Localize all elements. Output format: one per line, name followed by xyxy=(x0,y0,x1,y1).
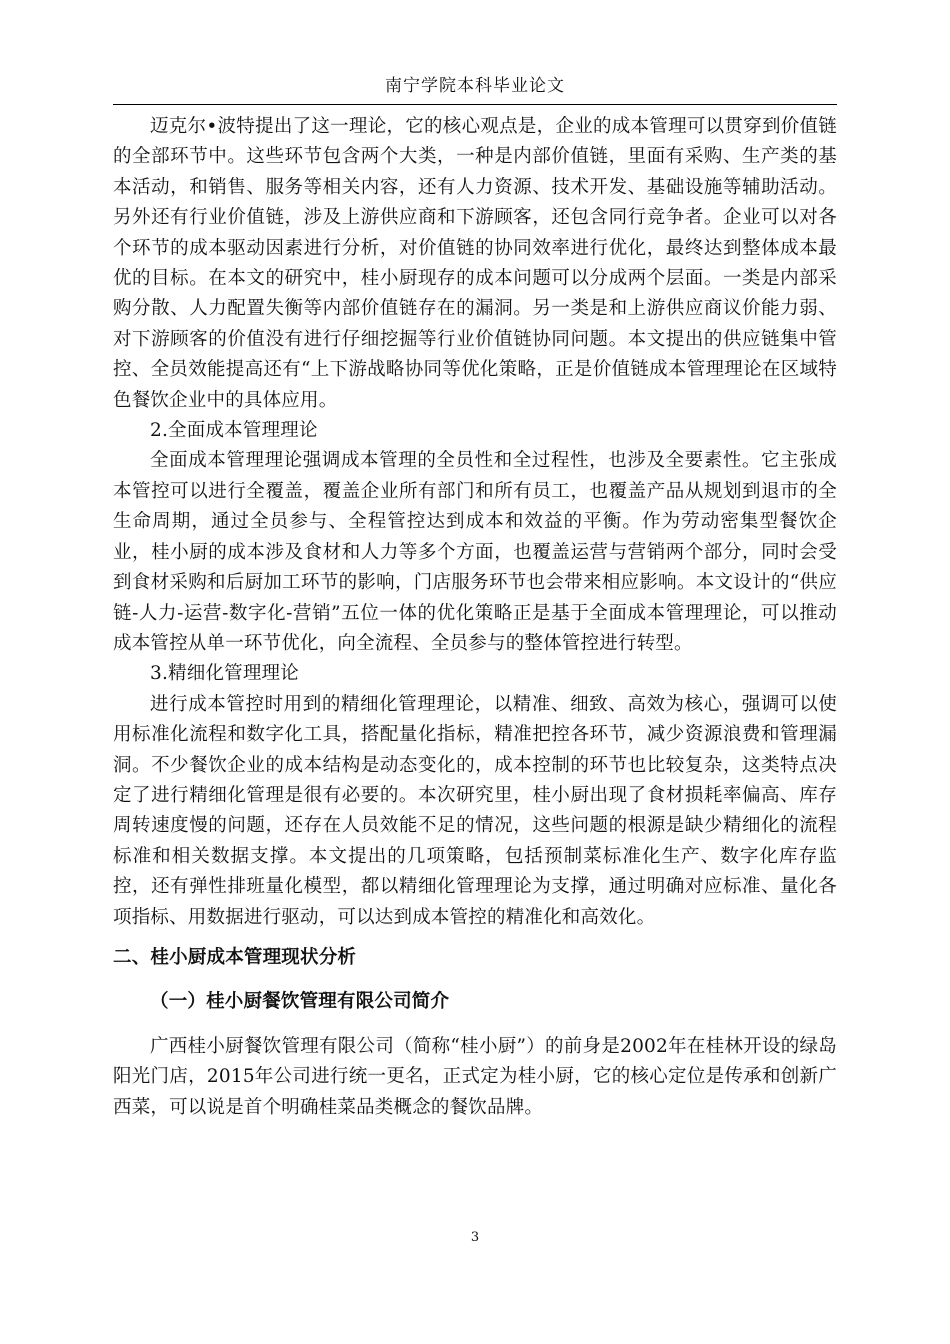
paragraph-refined-management: 进行成本管控时用到的精细化管理理论，以精准、细致、高效为核心，强调可以使用标准化流程和数字化工具，搭配量化指标，精准把控各环节，减少资源浪费和管理漏洞。不少餐饮企业的成本结构是动态变化的，成本控制的环节也比较复杂，这类特点决定了进行精细化管理是很有必要的。本次研究里，桂小厨出现了食材损耗率偏高、库存周转速度慢的问题，还存在人员效能不足的情况，这些问题的根源是缺少精细化的流程标准和相关数据支撑。本文提出的几项策略，包括预制菜标准化生产、数字化库存监控，还有弹性排班量化模型，都以精细化管理理论为支撑，通过明确对应标准、量化各项指标、用数据进行驱动，可以达到成本管控的精准化和高效化。 xyxy=(113,693,837,928)
heading-total-cost-theory: 2.全面成本管理理论 xyxy=(150,420,318,442)
document-body xyxy=(113,112,837,1123)
paragraph-total-cost: 全面成本管理理论强调成本管理的全员性和全过程性，也涉及全要素性。它主张成本管控可以进行全覆盖，覆盖企业所有部门和所有员工，也覆盖产品从规划到退市的全生命周期，通过全员参与、全程管控达到成本和效益的平衡。作为劳动密集型餐饮企业，桂小厨的成本涉及食材和人力等多个方面，也覆盖运营与营销两个部分，同时会受到食材采购和后厨加工环节的影响，门店服务环节也会带来相应影响。本文设计的“供应链-人力-运营-数字化-营销”五位一体的优化策略正是基于全面成本管理理论，可以推动成本管控从单一环节优化，向全流程、全员参与的整体管控进行转型。 xyxy=(113,450,837,654)
subsection-heading-company-intro: （一）桂小厨餐饮管理有限公司简介 xyxy=(150,991,450,1013)
header-title: 南宁学院本科毕业论文 xyxy=(385,76,565,96)
page-header xyxy=(113,72,837,105)
page-number: 3 xyxy=(470,1230,480,1245)
paragraph-company-intro: 广西桂小厨餐饮管理有限公司（简称“桂小厨”）的前身是2002年在桂林开设的绿岛阳光门店，2015年公司进行统一更名，正式定为桂小厨，它的核心定位是传承和创新广西菜，可以说是首个明确桂菜品类概念的餐饮品牌。 xyxy=(113,1035,837,1118)
section-heading-status-analysis: 二、桂小厨成本管理现状分析 xyxy=(113,946,357,968)
heading-refined-management-theory: 3.精细化管理理论 xyxy=(150,663,299,685)
paragraph-value-chain: 迈克尔•波特提出了这一理论，它的核心观点是，企业的成本管理可以贯穿到价值链的全部环节中。这些环节包含两个大类，一种是内部价值链，里面有采购、生产类的基本活动，和销售、服务等相关内容，还有人力资源、技术开发、基础设施等辅助活动。另外还有行业价值链，涉及上游供应商和下游顾客，还包含同行竞争者。企业可以对各个环节的成本驱动因素进行分析，对价值链的协同效率进行优化，最终达到整体成本最优的目标。在本文的研究中，桂小厨现存的成本问题可以分成两个层面。一类是内部采购分散、人力配置失衡等内部价值链存在的漏洞。另一类是和上游供应商议价能力弱、对下游顾客的价值没有进行仔细挖掘等行业价值链协同问题。本文提出的供应链集中管控、全员效能提高还有“上下游战略协同等优化策略，正是价值链成本管理理论在区域特色餐饮企业中的具体应用。 xyxy=(113,116,837,411)
